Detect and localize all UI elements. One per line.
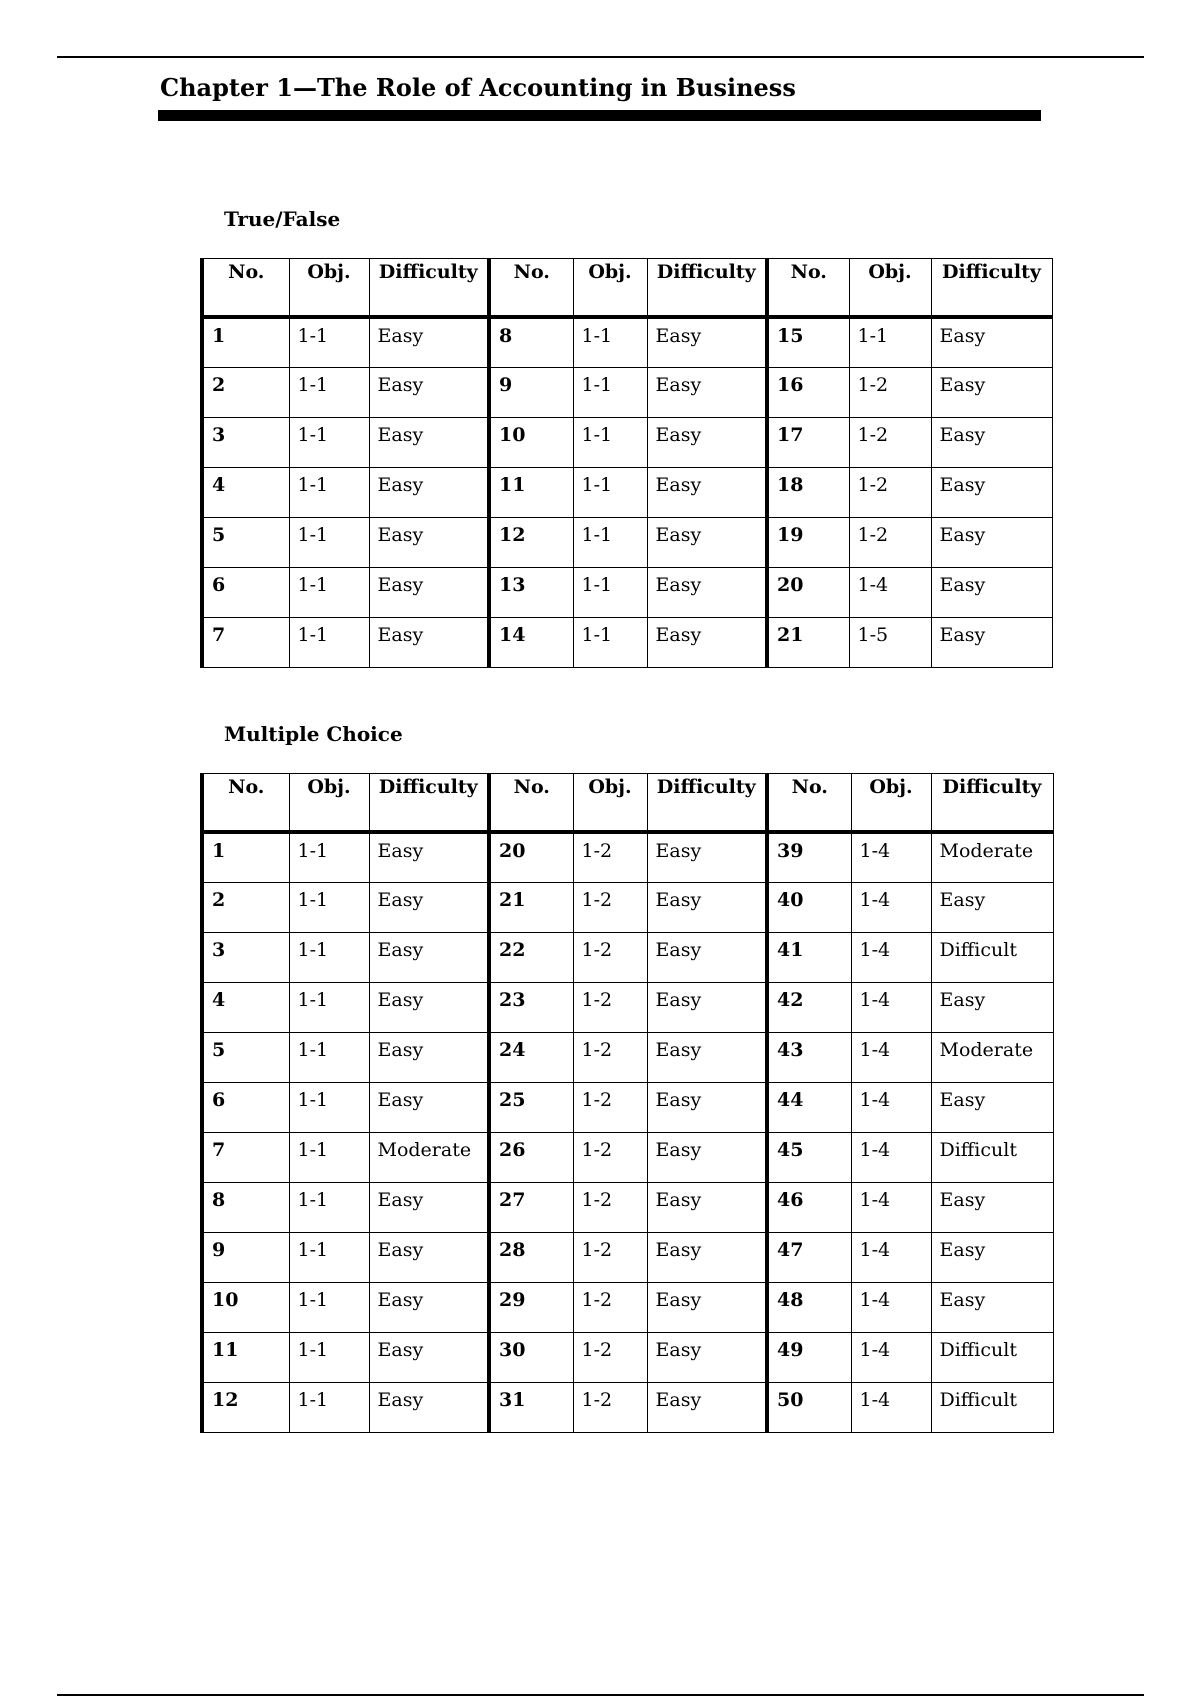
difficulty-cell: Easy	[369, 1232, 489, 1282]
difficulty-cell: Easy	[931, 567, 1052, 617]
question-number: 7	[202, 617, 289, 667]
objective-cell: 1-1	[289, 882, 369, 932]
objective-cell: 1-1	[573, 467, 647, 517]
column-header-difficulty: Difficulty	[369, 774, 489, 833]
objective-cell: 1-1	[289, 467, 369, 517]
difficulty-cell: Easy	[647, 567, 767, 617]
objective-cell: 1-4	[851, 1332, 931, 1382]
question-number: 3	[202, 417, 289, 467]
question-number: 14	[489, 617, 573, 667]
question-number: 7	[202, 1132, 289, 1182]
question-number: 10	[202, 1282, 289, 1332]
table-row	[202, 467, 1052, 517]
question-number: 20	[489, 832, 573, 882]
top-rule	[57, 56, 1144, 58]
difficulty-cell: Easy	[369, 617, 489, 667]
question-number: 21	[767, 617, 849, 667]
question-number: 1	[202, 317, 289, 367]
objective-cell: 1-4	[851, 1282, 931, 1332]
column-header-difficulty: Difficulty	[931, 259, 1052, 318]
column-header-no: No.	[767, 774, 851, 833]
difficulty-cell: Moderate	[931, 1032, 1053, 1082]
difficulty-cell: Easy	[931, 517, 1052, 567]
question-number: 6	[202, 1082, 289, 1132]
question-number: 43	[767, 1032, 851, 1082]
question-number: 44	[767, 1082, 851, 1132]
objective-cell: 1-2	[573, 832, 647, 882]
difficulty-cell: Easy	[369, 932, 489, 982]
objective-cell: 1-2	[573, 1032, 647, 1082]
table-row	[202, 1082, 1053, 1132]
difficulty-cell: Easy	[931, 417, 1052, 467]
question-number: 31	[489, 1382, 573, 1432]
question-number: 25	[489, 1082, 573, 1132]
objective-cell: 1-1	[289, 1182, 369, 1232]
table-row	[202, 517, 1052, 567]
question-number: 41	[767, 932, 851, 982]
difficulty-cell: Easy	[369, 517, 489, 567]
objective-cell: 1-4	[851, 882, 931, 932]
question-number: 13	[489, 567, 573, 617]
chapter-title: Chapter 1—The Role of Accounting in Business	[160, 73, 796, 102]
question-number: 12	[202, 1382, 289, 1432]
difficulty-cell: Easy	[647, 467, 767, 517]
difficulty-cell: Easy	[647, 1132, 767, 1182]
difficulty-cell: Easy	[647, 1282, 767, 1332]
difficulty-cell: Easy	[369, 1282, 489, 1332]
objective-cell: 1-1	[289, 1132, 369, 1182]
question-number: 46	[767, 1182, 851, 1232]
difficulty-cell: Easy	[647, 517, 767, 567]
multiple-choice-heading: Multiple Choice	[224, 722, 403, 746]
objective-cell: 1-2	[573, 1232, 647, 1282]
difficulty-cell: Easy	[369, 1032, 489, 1082]
objective-cell: 1-1	[849, 317, 931, 367]
difficulty-cell: Easy	[647, 1032, 767, 1082]
question-number: 39	[767, 832, 851, 882]
column-header-difficulty: Difficulty	[369, 259, 489, 318]
table-row	[202, 1282, 1053, 1332]
question-number: 1	[202, 832, 289, 882]
objective-cell: 1-2	[573, 1282, 647, 1332]
question-number: 12	[489, 517, 573, 567]
difficulty-cell: Easy	[931, 882, 1053, 932]
question-number: 27	[489, 1182, 573, 1232]
column-header-difficulty: Difficulty	[931, 774, 1053, 833]
difficulty-cell: Easy	[931, 1282, 1053, 1332]
question-number: 49	[767, 1332, 851, 1382]
objective-cell: 1-2	[573, 1182, 647, 1232]
header-row	[202, 774, 1053, 833]
difficulty-cell: Easy	[369, 417, 489, 467]
objective-cell: 1-4	[851, 1382, 931, 1432]
question-number: 45	[767, 1132, 851, 1182]
question-number: 9	[489, 367, 573, 417]
difficulty-cell: Easy	[647, 882, 767, 932]
question-number: 8	[489, 317, 573, 367]
objective-cell: 1-2	[849, 517, 931, 567]
difficulty-cell: Easy	[647, 1182, 767, 1232]
question-number: 30	[489, 1332, 573, 1382]
column-header-obj: Obj.	[573, 774, 647, 833]
question-number: 19	[767, 517, 849, 567]
objective-cell: 1-1	[289, 617, 369, 667]
table-row	[202, 1382, 1053, 1432]
question-number: 26	[489, 1132, 573, 1182]
question-number: 15	[767, 317, 849, 367]
objective-cell: 1-1	[289, 367, 369, 417]
question-number: 21	[489, 882, 573, 932]
objective-cell: 1-1	[573, 367, 647, 417]
difficulty-cell: Easy	[369, 467, 489, 517]
difficulty-cell: Easy	[647, 617, 767, 667]
question-number: 9	[202, 1232, 289, 1282]
table-row	[202, 1182, 1053, 1232]
table-row	[202, 1332, 1053, 1382]
question-number: 23	[489, 982, 573, 1032]
question-number: 11	[489, 467, 573, 517]
objective-cell: 1-4	[851, 1132, 931, 1182]
true-false-heading: True/False	[224, 207, 341, 231]
objective-cell: 1-4	[851, 982, 931, 1032]
column-header-obj: Obj.	[573, 259, 647, 318]
objective-cell: 1-2	[849, 367, 931, 417]
difficulty-cell: Easy	[647, 417, 767, 467]
difficulty-cell: Easy	[369, 832, 489, 882]
question-number: 24	[489, 1032, 573, 1082]
question-number: 18	[767, 467, 849, 517]
difficulty-cell: Easy	[647, 982, 767, 1032]
objective-cell: 1-5	[849, 617, 931, 667]
difficulty-cell: Easy	[931, 617, 1052, 667]
objective-cell: 1-1	[289, 832, 369, 882]
objective-cell: 1-1	[289, 982, 369, 1032]
objective-cell: 1-4	[851, 1182, 931, 1232]
difficulty-cell: Easy	[647, 932, 767, 982]
column-header-obj: Obj.	[849, 259, 931, 318]
difficulty-cell: Easy	[931, 367, 1052, 417]
objective-cell: 1-1	[289, 417, 369, 467]
objective-cell: 1-2	[573, 982, 647, 1032]
objective-cell: 1-1	[289, 1232, 369, 1282]
difficulty-cell: Easy	[931, 1232, 1053, 1282]
table-row	[202, 567, 1052, 617]
difficulty-cell: Easy	[369, 567, 489, 617]
question-number: 20	[767, 567, 849, 617]
difficulty-cell: Difficult	[931, 932, 1053, 982]
question-number: 42	[767, 982, 851, 1032]
question-number: 16	[767, 367, 849, 417]
column-header-no: No.	[489, 774, 573, 833]
objective-cell: 1-1	[289, 1382, 369, 1432]
table-row	[202, 1032, 1053, 1082]
difficulty-cell: Easy	[931, 467, 1052, 517]
difficulty-cell: Easy	[647, 1082, 767, 1132]
question-number: 10	[489, 417, 573, 467]
question-number: 11	[202, 1332, 289, 1382]
difficulty-cell: Easy	[647, 1332, 767, 1382]
objective-cell: 1-4	[851, 1032, 931, 1082]
difficulty-cell: Easy	[369, 1332, 489, 1382]
table-row	[202, 1232, 1053, 1282]
objective-cell: 1-1	[289, 1282, 369, 1332]
question-number: 47	[767, 1232, 851, 1282]
table-row	[202, 1132, 1053, 1182]
objective-cell: 1-4	[851, 1082, 931, 1132]
column-header-no: No.	[202, 259, 289, 318]
objective-cell: 1-1	[289, 1332, 369, 1382]
objective-cell: 1-4	[849, 567, 931, 617]
difficulty-cell: Easy	[369, 1082, 489, 1132]
objective-cell: 1-2	[573, 882, 647, 932]
objective-cell: 1-1	[573, 617, 647, 667]
column-header-difficulty: Difficulty	[647, 774, 767, 833]
difficulty-cell: Easy	[369, 1382, 489, 1432]
question-number: 2	[202, 882, 289, 932]
column-header-no: No.	[767, 259, 849, 318]
true-false-table	[200, 258, 1053, 668]
question-number: 17	[767, 417, 849, 467]
table-row	[202, 617, 1052, 667]
objective-cell: 1-2	[573, 1332, 647, 1382]
question-number: 4	[202, 982, 289, 1032]
difficulty-cell: Difficult	[931, 1332, 1053, 1382]
objective-cell: 1-2	[573, 1132, 647, 1182]
objective-cell: 1-1	[289, 1032, 369, 1082]
question-number: 3	[202, 932, 289, 982]
column-header-obj: Obj.	[289, 774, 369, 833]
column-header-difficulty: Difficulty	[647, 259, 767, 318]
objective-cell: 1-4	[851, 932, 931, 982]
difficulty-cell: Easy	[369, 1182, 489, 1232]
question-number: 4	[202, 467, 289, 517]
multiple-choice-table	[200, 773, 1054, 1433]
question-number: 40	[767, 882, 851, 932]
title-bar	[158, 110, 1041, 121]
difficulty-cell: Easy	[647, 832, 767, 882]
bottom-rule	[57, 1694, 1144, 1696]
question-number: 5	[202, 517, 289, 567]
difficulty-cell: Easy	[369, 317, 489, 367]
objective-cell: 1-2	[573, 932, 647, 982]
objective-cell: 1-1	[289, 567, 369, 617]
objective-cell: 1-2	[573, 1382, 647, 1432]
difficulty-cell: Moderate	[931, 832, 1053, 882]
objective-cell: 1-1	[573, 417, 647, 467]
question-number: 50	[767, 1382, 851, 1432]
column-header-obj: Obj.	[851, 774, 931, 833]
objective-cell: 1-1	[289, 1082, 369, 1132]
table-row	[202, 982, 1053, 1032]
question-number: 29	[489, 1282, 573, 1332]
objective-cell: 1-4	[851, 1232, 931, 1282]
difficulty-cell: Easy	[369, 982, 489, 1032]
objective-cell: 1-1	[289, 932, 369, 982]
difficulty-cell: Easy	[931, 1182, 1053, 1232]
difficulty-cell: Easy	[931, 317, 1052, 367]
question-number: 5	[202, 1032, 289, 1082]
objective-cell: 1-1	[289, 517, 369, 567]
difficulty-cell: Moderate	[369, 1132, 489, 1182]
table-row	[202, 932, 1053, 982]
difficulty-cell: Easy	[931, 982, 1053, 1032]
difficulty-cell: Easy	[647, 317, 767, 367]
objective-cell: 1-1	[573, 317, 647, 367]
difficulty-cell: Easy	[647, 1382, 767, 1432]
column-header-obj: Obj.	[289, 259, 369, 318]
table-row	[202, 882, 1053, 932]
difficulty-cell: Easy	[369, 367, 489, 417]
table-row	[202, 317, 1052, 367]
table-row	[202, 367, 1052, 417]
difficulty-cell: Difficult	[931, 1382, 1053, 1432]
question-number: 28	[489, 1232, 573, 1282]
difficulty-cell: Easy	[931, 1082, 1053, 1132]
question-number: 22	[489, 932, 573, 982]
question-number: 48	[767, 1282, 851, 1332]
objective-cell: 1-2	[849, 467, 931, 517]
objective-cell: 1-2	[573, 1082, 647, 1132]
column-header-no: No.	[202, 774, 289, 833]
header-row	[202, 259, 1052, 318]
difficulty-cell: Difficult	[931, 1132, 1053, 1182]
difficulty-cell: Easy	[647, 367, 767, 417]
objective-cell: 1-1	[289, 317, 369, 367]
difficulty-cell: Easy	[369, 882, 489, 932]
objective-cell: 1-2	[849, 417, 931, 467]
question-number: 8	[202, 1182, 289, 1232]
objective-cell: 1-1	[573, 517, 647, 567]
table-row	[202, 417, 1052, 467]
question-number: 2	[202, 367, 289, 417]
objective-cell: 1-1	[573, 567, 647, 617]
difficulty-cell: Easy	[647, 1232, 767, 1282]
question-number: 6	[202, 567, 289, 617]
column-header-no: No.	[489, 259, 573, 318]
table-row	[202, 832, 1053, 882]
objective-cell: 1-4	[851, 832, 931, 882]
